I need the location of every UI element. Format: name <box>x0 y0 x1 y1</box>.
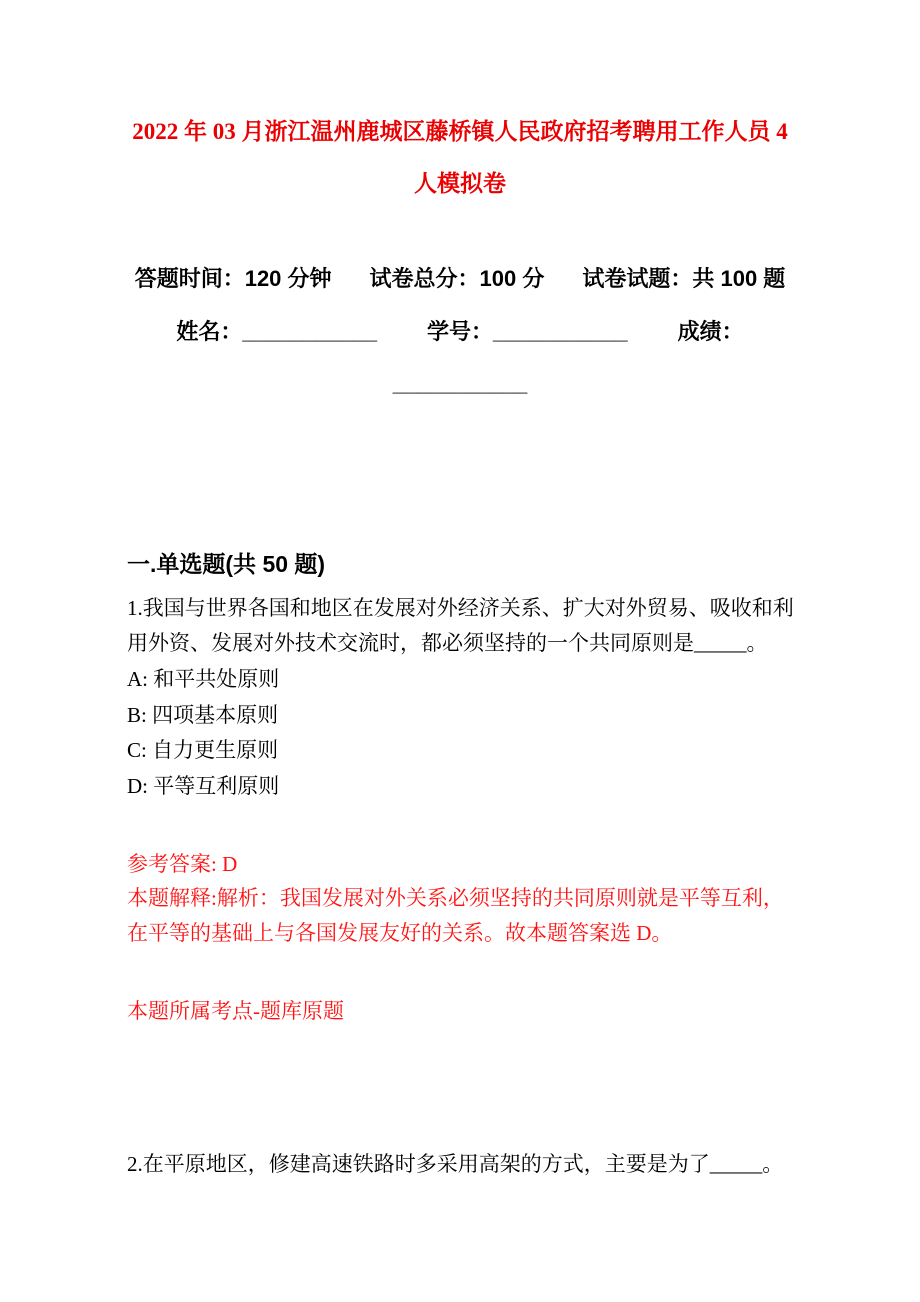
name-field <box>176 316 377 348</box>
question-1-option-b: B: 四项基本原则 <box>127 702 279 727</box>
student-id-field <box>427 316 628 348</box>
question-1-option-a: A: 和平共处原则 <box>127 667 280 691</box>
answer-time-label: 答题时间：120 分钟 <box>134 266 332 291</box>
question-1-option-c: C: 自力更生原则 <box>127 738 279 762</box>
question-count-label: 试卷试题：共 100 题 <box>582 266 786 291</box>
student-id-blank: ___________ <box>493 319 628 344</box>
section-heading: 一.单选题(共 50 题) <box>127 551 326 577</box>
student-id-label: 学号： <box>426 319 493 344</box>
question-2-text: 2.在平原地区，修建高速铁路时多采用高架的方式，主要是为了_____。 <box>127 1152 784 1176</box>
score-label: 成绩： <box>677 319 744 344</box>
name-label: 姓名： <box>176 319 243 344</box>
exam-info-line <box>0 264 920 294</box>
question-1-text: 1.我国与世界各国和地区在发展对外经济关系、扩大对外贸易、吸收和利用外资、发展对外技术交流时，都必须坚持的一个共同原则是_____。 <box>127 596 794 655</box>
question-1-options <box>127 662 799 804</box>
question-1-option-d: D: 平等互利原则 <box>127 773 280 798</box>
exam-title-line-1: 2022 年 03 月浙江温州鹿城区藤桥镇人民政府招考聘用工作人员 4 <box>132 119 788 144</box>
total-score-label: 试卷总分：100 分 <box>369 266 545 291</box>
exam-title-line-2: 人模拟卷 <box>414 171 506 196</box>
score-field <box>678 316 744 348</box>
score-blank: ___________ <box>392 371 528 396</box>
question-1-explanation: 本题解释:解析：我国发展对外关系必须坚持的共同原则就是平等互利，在平等的基础上与各国发展友好的关系。故本题答案选 D。 <box>127 886 784 945</box>
question-1-topic: 本题所属考点-题库原题 <box>127 999 344 1023</box>
name-blank: ___________ <box>242 319 377 344</box>
question-1-answer: 参考答案: D <box>127 852 238 876</box>
exam-title <box>110 106 810 210</box>
student-info-line <box>0 316 920 348</box>
score-blank-line <box>0 368 920 400</box>
